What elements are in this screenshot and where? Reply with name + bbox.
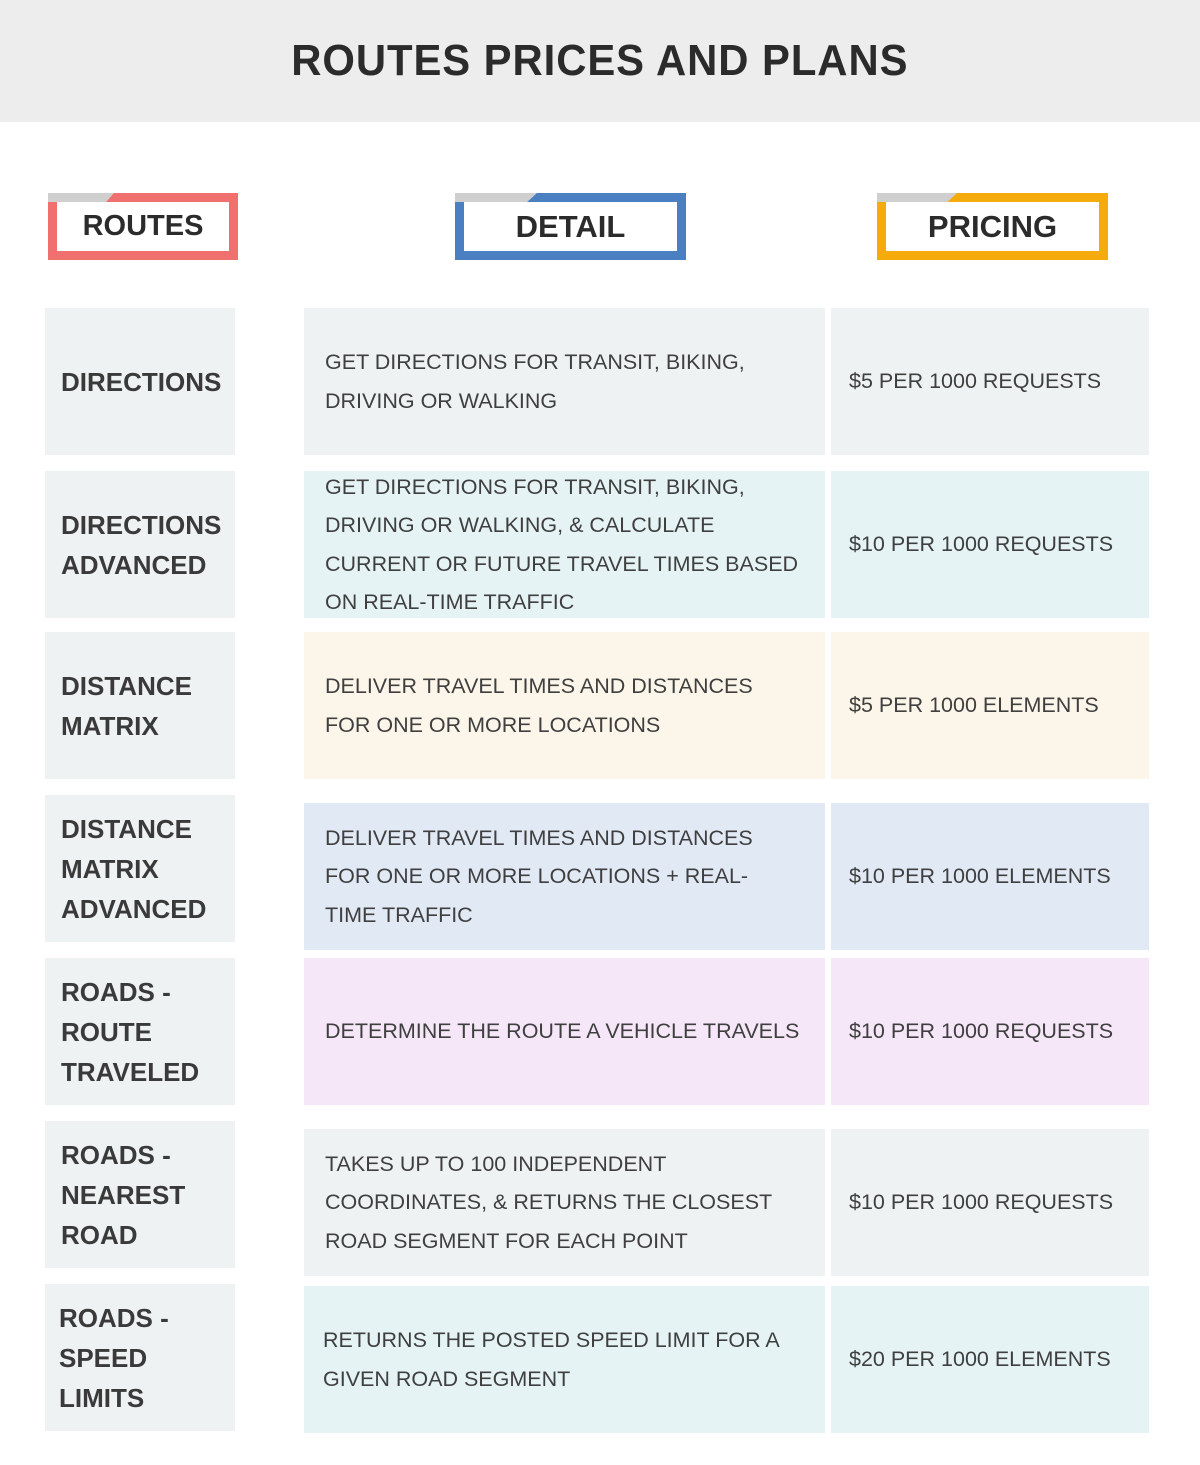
price-cell-roads-nearest-road bbox=[831, 1129, 1149, 1276]
detail-cell-roads-nearest-road bbox=[304, 1129, 825, 1276]
price-text: $5 PER 1000 REQUESTS bbox=[849, 369, 1102, 393]
price-cell-directions bbox=[831, 308, 1149, 455]
route-cell-roads-route-traveled bbox=[45, 958, 235, 1105]
price-text: $20 PER 1000 ELEMENTS bbox=[849, 1347, 1111, 1371]
route-cell-roads-speed-limits bbox=[45, 1284, 235, 1431]
price-text: $10 PER 1000 ELEMENTS bbox=[849, 864, 1111, 888]
detail-text: GET DIRECTIONS FOR TRANSIT, BIKING, DRIVING OR WALKING, & CALCULATE CURRENT OR FUTURE TRAVEL TIMES BASED ON REAL-TIME TRAFFIC bbox=[325, 474, 799, 614]
route-cell-distance-matrix-advanced bbox=[45, 795, 235, 942]
detail-text: TAKES UP TO 100 INDEPENDENT COORDINATES, & RETURNS THE CLOSEST ROAD SEGMENT FOR EACH POINT bbox=[325, 1151, 772, 1253]
route-name: ROADS - ROUTE TRAVELED bbox=[61, 976, 200, 1087]
detail-cell-distance-matrix bbox=[304, 632, 825, 779]
route-cell-distance-matrix bbox=[45, 632, 235, 779]
detail-text: DELIVER TRAVEL TIMES AND DISTANCES FOR ONE OR MORE LOCATIONS + REAL-TIME TRAFFIC bbox=[325, 825, 753, 927]
price-text: $5 PER 1000 ELEMENTS bbox=[849, 693, 1099, 717]
detail-text: DELIVER TRAVEL TIMES AND DISTANCES FOR ONE OR MORE LOCATIONS bbox=[325, 674, 753, 737]
detail-cell-distance-matrix-advanced bbox=[304, 803, 825, 950]
title-bar bbox=[0, 0, 1200, 122]
price-cell-distance-matrix-advanced bbox=[831, 803, 1149, 950]
detail-cell-directions bbox=[304, 308, 825, 455]
detail-text: GET DIRECTIONS FOR TRANSIT, BIKING, DRIVING OR WALKING bbox=[325, 350, 745, 413]
route-name: DISTANCE MATRIX bbox=[61, 670, 192, 741]
detail-cell-directions-advanced bbox=[304, 471, 825, 618]
price-text: $10 PER 1000 REQUESTS bbox=[849, 1190, 1114, 1214]
route-name: ROADS - NEAREST ROAD bbox=[61, 1139, 186, 1250]
detail-column-header bbox=[455, 193, 686, 260]
price-text: $10 PER 1000 REQUESTS bbox=[849, 532, 1114, 556]
route-cell-roads-nearest-road bbox=[45, 1121, 235, 1268]
price-cell-distance-matrix bbox=[831, 632, 1149, 779]
route-name: DISTANCE MATRIX ADVANCED bbox=[61, 813, 207, 924]
routes-column-header bbox=[48, 193, 238, 260]
price-cell-directions-advanced bbox=[831, 471, 1149, 618]
detail-text: RETURNS THE POSTED SPEED LIMIT FOR A GIVEN ROAD SEGMENT bbox=[323, 1328, 779, 1391]
pricing-header-label: PRICING bbox=[927, 208, 1058, 244]
route-cell-directions-advanced bbox=[45, 471, 235, 618]
detail-text: DETERMINE THE ROUTE A VEHICLE TRAVELS bbox=[325, 1019, 800, 1044]
price-cell-roads-route-traveled bbox=[831, 958, 1149, 1105]
route-name: ROADS - SPEED LIMITS bbox=[59, 1302, 169, 1413]
page-title: ROUTES PRICES AND PLANS bbox=[291, 36, 909, 85]
route-name: DIRECTIONS bbox=[61, 366, 222, 397]
route-name: DIRECTIONS ADVANCED bbox=[61, 509, 222, 580]
detail-header-label: DETAIL bbox=[515, 208, 626, 244]
price-cell-roads-speed-limits bbox=[831, 1286, 1149, 1433]
detail-cell-roads-route-traveled bbox=[304, 958, 825, 1105]
detail-cell-roads-speed-limits bbox=[304, 1286, 825, 1433]
route-cell-directions bbox=[45, 308, 235, 455]
pricing-column-header bbox=[877, 193, 1108, 260]
routes-header-label: ROUTES bbox=[82, 210, 204, 242]
price-text: $10 PER 1000 REQUESTS bbox=[849, 1019, 1114, 1043]
